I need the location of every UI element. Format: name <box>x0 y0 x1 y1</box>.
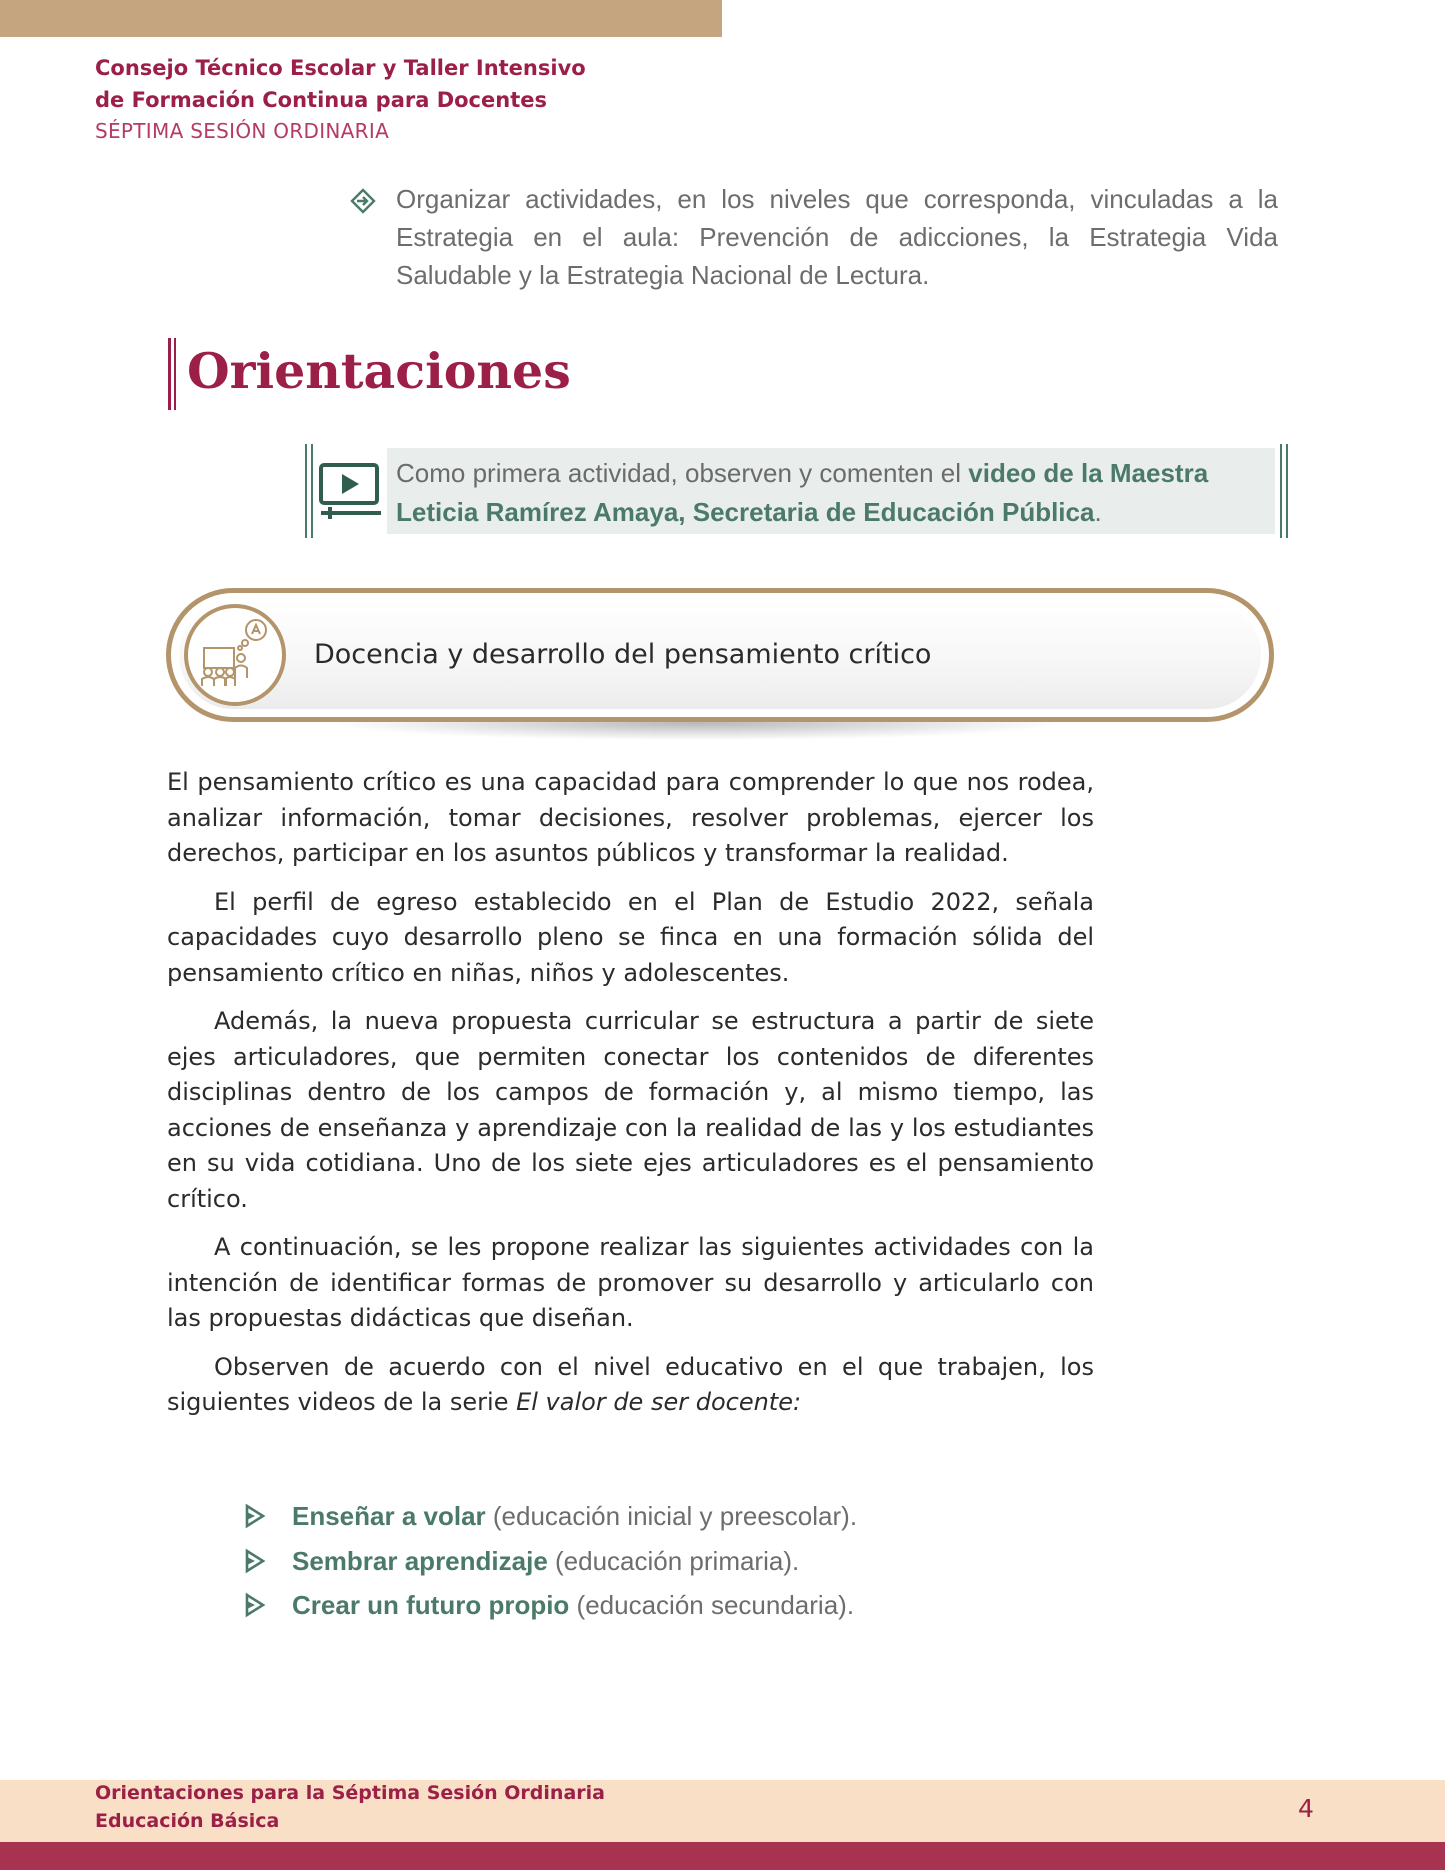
video-link-1[interactable]: Enseñar a volar <box>292 1501 486 1531</box>
video-play-icon <box>313 454 387 528</box>
paragraph-5 <box>167 1350 1094 1421</box>
video-callout <box>305 444 1288 538</box>
video-link[interactable]: video de la Maestra Leticia Ramírez Amaya, Secretaria de Educación Pública <box>396 458 1209 527</box>
paragraph-4: A continuación, se les propone realizar las siguientes actividades con la intención de identificar formas de promover su desarrollo y articularlo con las propuestas didácticas que diseñan. <box>167 1233 1094 1332</box>
paragraph-1: El pensamiento crítico es una capacidad para comprender lo que nos rodea, analizar información, tomar decisiones, resolver problemas, ejercer los derechos, participar en los asuntos públicos y transformar la realidad. <box>167 768 1094 867</box>
paragraph-2: El perfil de egreso establecido en el Plan de Estudio 2022, señala capacidades cuyo desarrollo pleno se finca en una formación sólida del pensamiento crítico en niñas, niños y adolescentes. <box>167 887 1094 987</box>
diamond-arrow-bullet-icon <box>350 188 376 214</box>
callout-text-before: Como primera actividad, observen y comenten el <box>396 458 969 488</box>
callout-left-border <box>305 444 313 538</box>
paragraph-3: Además, la nueva propuesta curricular se estructura a partir de siete ejes articuladores, que permiten conectar los contenidos de diferentes disciplinas dentro de los campos de formación y, al mismo tiempo, las acciones de enseñanza y aprendizaje con la realidad de las y los estudiantes en su vida cotidiana. Uno de los siete ejes articuladores es el pensamiento crítico. <box>167 1007 1094 1213</box>
video-callout-text <box>387 448 1275 534</box>
header-title-line2: de Formación Continua para Docentes <box>95 88 547 112</box>
video-link-3[interactable]: Crear un futuro propio <box>292 1590 570 1620</box>
callout-right-border <box>1280 444 1288 538</box>
video-level-3: (educación secundaria). <box>569 1590 855 1620</box>
header-title-line1: Consejo Técnico Escolar y Taller Intensivo <box>95 56 586 80</box>
footer-subtitle: Educación Básica <box>95 1810 280 1832</box>
callout-text-after: . <box>1094 497 1102 527</box>
top-decorative-bar <box>0 0 722 37</box>
video-level-2: (educación primaria). <box>547 1545 800 1576</box>
video-link-2[interactable]: Sembrar aprendizaje <box>292 1545 548 1576</box>
topic-banner <box>166 588 1274 722</box>
body-text <box>167 765 1094 1434</box>
triangle-bullet-icon <box>244 1592 266 1618</box>
section-title: Orientaciones <box>187 342 571 400</box>
teacher-students-icon <box>184 604 286 706</box>
topic-heading: Docencia y desarrollo del pensamiento crítico <box>314 639 932 670</box>
heading-accent-bars <box>168 338 176 410</box>
header-session: SÉPTIMA SESIÓN ORDINARIA <box>95 119 390 143</box>
triangle-bullet-icon <box>244 1503 266 1529</box>
document-header <box>95 52 586 146</box>
video-level-1: (educación inicial y preescolar). <box>485 1501 858 1531</box>
intro-bullet-text: Organizar actividades, en los niveles que corresponda, vinculadas a la Estrategia en el aula: Prevención de adicciones, la Estrategia Vida Saludable y la Estrategia Nacional de Lectura. <box>396 184 1278 290</box>
series-title: El valor de ser docente: <box>516 1388 802 1416</box>
triangle-bullet-icon <box>244 1548 266 1574</box>
bottom-decorative-bar <box>0 1842 1445 1870</box>
footer-title: Orientaciones para la Séptima Sesión Ordinaria <box>95 1782 605 1804</box>
paragraph-5-text: Observen de acuerdo con el nivel educativo en el que trabajen, los siguientes videos de la serie <box>167 1352 1094 1416</box>
page-number: 4 <box>1298 1794 1314 1823</box>
